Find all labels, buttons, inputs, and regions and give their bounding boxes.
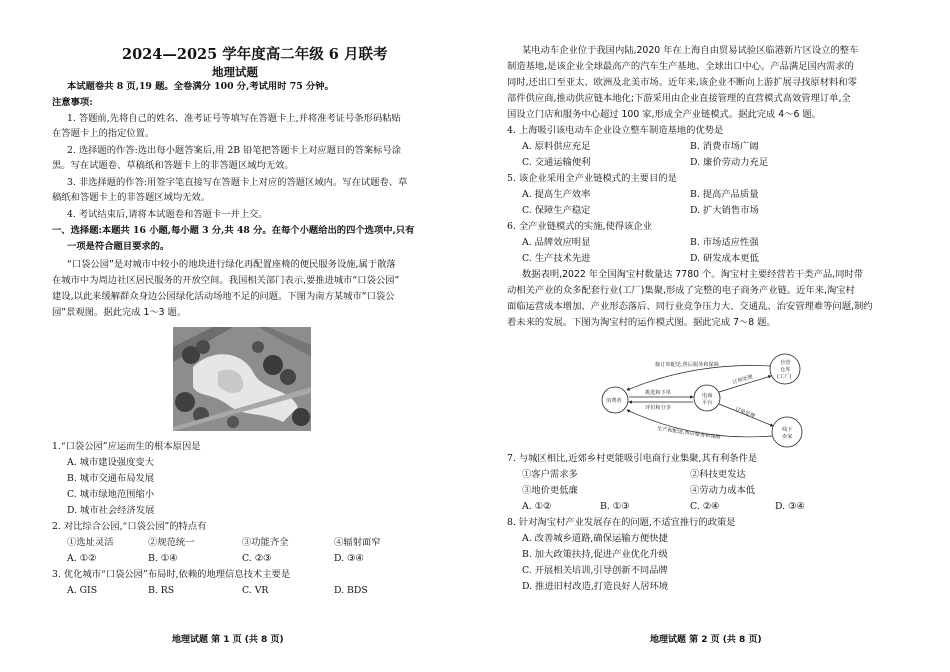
question-6-option: D. 研发成本更低 [690,253,759,264]
passage-line: 建设,以此来缓解群众身边公园绿化活动场地不足的问题。下图为南方某城市“口袋公 [52,291,395,302]
question-1-option: A. 城市建设强度变大 [67,457,154,468]
taobao-village-diagram [595,352,815,450]
question-2-option: A. ①② [67,553,97,564]
question-5-option: B. 提高产品质量 [690,189,759,200]
question-7-option: A. ①② [522,501,552,512]
question-3-option: D. BDS [334,585,368,596]
question-4-stem: 4. 上海吸引该电动车企业设立整车制造基地的优势是 [507,125,724,136]
exam-subject: 地理试题 [212,65,258,79]
notice-line: 黑。写在试题卷、草稿纸和答题卡上的非答题区域均无效。 [52,160,294,171]
page-footer: 地理试题 第 2 页 (共 8 页) [650,635,762,645]
question-2-option: B. ①④ [148,553,178,564]
pocket-park-photo [173,327,311,431]
mid-flow-label-1: 挑选和下单 [645,390,671,396]
notice-line: 4. 考试结束后,请将本试题卷和答题卡一并上交。 [67,209,268,220]
question-6-option: B. 市场适应性强 [690,237,759,248]
notice-line: 稿纸和答题卡上的非答题区域均无效。 [52,192,211,203]
question-6-option: C. 生产技术先进 [522,253,591,264]
question-3-option: A. GIS [67,585,98,596]
consumer-label: 消费者 [606,398,622,404]
question-4-option: A. 原料供应充足 [522,141,591,152]
question-7-option: B. ①③ [600,501,630,512]
question-1-option: C. 城市绿地范围缩小 [67,489,155,500]
question-4-option: C. 交通运输便利 [522,157,591,168]
exam-title: 2024—2025 学年度高二年级 6 月联考 [122,46,388,63]
question-4-option: B. 消费市场广阔 [690,141,759,152]
question-2-stem: 2. 对比综合公园,“口袋公园”的特点有 [52,521,207,532]
question-2-item: ④辐射面窄 [334,537,381,548]
notice-line: 3. 非选择题的作答:用签字笔直接写在答题卡上对应的答题区域内。写在试题卷、草 [67,177,408,188]
section-heading: 一项是符合题目要求的。 [67,241,170,252]
warehouse-label-2: 仓库 [780,367,791,373]
question-7-item: ④劳动力成本低 [690,485,756,496]
offline-seller-label-1: 线下 [782,427,793,433]
question-3-stem: 3. 优化城市“口袋公园”布局时,依赖的地理信息技术主要是 [52,569,291,580]
question-7-option: D. ③④ [775,501,805,512]
question-2-item: ③功能齐全 [242,537,289,548]
passage-line: 面临运营成本增加、产业形态落后、同行业竞争压力大、交通乱、治安管理难等问题,制约 [507,301,873,312]
warehouse-label-3: (工厂) [777,374,792,380]
question-5-option: C. 保障生产稳定 [522,205,591,216]
question-2-option: C. ②③ [242,553,272,564]
question-1-option: D. 城市社会经济发展 [67,505,155,516]
question-7-item: ③地价更低廉 [522,485,578,496]
right-top-flow-label: 订单处理 [731,374,754,386]
question-7-option: C. ②④ [690,501,720,512]
question-5-option: A. 提高生产效率 [522,189,591,200]
passage-line: 制造基地,是该企业全球最高产的汽车生产基地、全球出口中心。产品满足国内需求的 [507,61,854,72]
passage-line: 国设立门店和服务中心超过 100 家,形成全产业链模式。据此完成 4～6 题。 [507,109,821,120]
question-8-option: A. 改善城乡道路,确保运输方便快捷 [522,533,668,544]
question-2-item: ②规范统一 [148,537,195,548]
question-3-option: C. VR [242,585,269,596]
question-8-stem: 8. 针对淘宝村产业发展存在的问题,不适宜推行的政策是 [507,517,736,528]
passage-line: 数据表明,2022 年全国淘宝村数量达 7780 个。淘宝村主要经营若干类产品,同时带 [522,269,864,280]
question-8-option: C. 开展相关培训,引导创新不同品牌 [522,565,668,576]
warehouse-label-1: 自营 [780,360,791,366]
passage-line: 在城市中为周边社区居民服务的开放空间。我国相关部门表示,要推进城市“口袋公园” [52,275,400,286]
passage-line: 动相关产业的众多配套行业(工厂)集聚,形成了完整的电子商务产业链。近年来,淘宝村 [507,285,855,296]
exam-info: 本试题卷共 8 页,19 题。全卷满分 100 分,考试用时 75 分钟。 [67,81,334,92]
question-1-option: B. 城市交通布局发展 [67,473,155,484]
question-1-stem: 1.“口袋公园”应运而生的根本原因是 [52,441,201,452]
question-7-item: ②科技更发达 [690,469,746,480]
exam-page-2 [475,0,950,672]
offline-seller-label-2: 卖家 [782,434,793,440]
question-5-stem: 5. 该企业采用全产业链模式的主要目的是 [507,173,677,184]
mid-flow-label-2: 评价和分享 [645,405,671,411]
page-footer: 地理试题 第 1 页 (共 8 页) [172,635,284,645]
question-4-option: D. 廉价劳动力充足 [690,157,769,168]
section-heading: 一、选择题:本题共 16 小题,每小题 3 分,共 48 分。在每个小题给出的四个选项中,只有 [52,225,415,236]
passage-line: “口袋公园”是对城市中较小的地块进行绿化再配置座椅的便民服务设施,属于散落 [67,259,396,270]
notice-line: 2. 选择题的作答:选出每小题答案后,用 2B 铅笔把答题卡上对应题目的答案标号涂 [67,145,402,156]
passage-line: 部件供应商,推动供应链本地化;下游采用由企业直接管理的直营模式高效管理订单,全 [507,93,851,104]
notice-line: 1. 答题前,先将自己的姓名、准考证号等填写在答题卡上,并将准考证号条形码粘贴 [67,113,401,124]
question-2-item: ①选址灵活 [67,537,114,548]
platform-label-1: 电商 [702,393,713,399]
question-5-option: D. 扩大销售市场 [690,205,759,216]
passage-line: 某电动车企业位于我国内陆,2020 年在上海自由贸易试验区临港新片区设立的整车 [522,45,859,56]
question-6-stem: 6. 全产业链模式的实施,使得该企业 [507,221,652,232]
passage-line: 园”景观图。据此完成 1～3 题。 [52,307,187,318]
question-6-option: A. 品牌效应明显 [522,237,591,248]
platform-label-2: 平台 [702,400,713,406]
top-flow-label: 接订单配送,售后服务和保障 [655,362,719,368]
question-8-option: D. 推进旧村改造,打造良好人居环境 [522,581,669,592]
question-7-item: ①客户需求多 [522,469,578,480]
right-bottom-flow-label: 订单处理 [734,406,756,420]
question-7-stem: 7. 与城区相比,近郊乡村更能吸引电商行业集聚,其有利条件是 [507,453,758,464]
bottom-flow-label: 生产和配送,售后服务和保障 [656,426,721,441]
notice-line: 在答题卡上的指定位置。 [52,128,155,139]
question-8-option: B. 加大政策扶持,促进产业优化升级 [522,549,668,560]
passage-line: 同时,还出口至亚太、欧洲及北美市场。近年来,该企业不断向上游扩展寻找原材料和零 [507,77,857,88]
question-2-option: D. ③④ [334,553,364,564]
question-3-option: B. RS [148,585,175,596]
passage-line: 着未来的发展。下图为淘宝村的运作模式图。据此完成 7～8 题。 [507,317,776,328]
notice-heading: 注意事项: [52,97,93,108]
